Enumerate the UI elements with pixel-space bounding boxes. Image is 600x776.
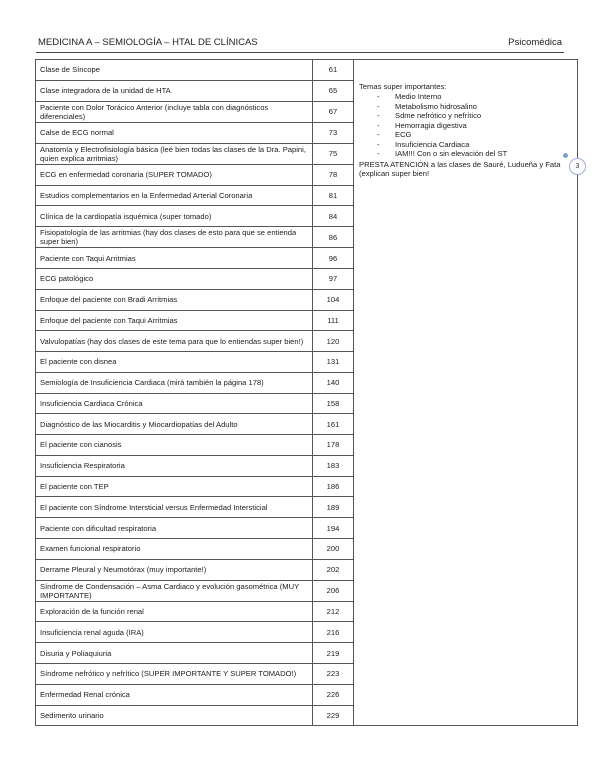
table-row: [36, 60, 578, 81]
topic-page: 97: [313, 269, 354, 290]
topic-page: 96: [313, 248, 354, 269]
notes-title: Temas super importantes:: [359, 82, 447, 91]
topic-page: 61: [313, 60, 354, 81]
topic-title: ECG patológico: [36, 269, 313, 290]
list-item: - Insuficiencia Cardiaca: [373, 140, 572, 149]
header-divider: [36, 52, 564, 53]
topic-page: 229: [313, 705, 354, 726]
table-of-contents: [35, 59, 578, 726]
notes-list: [359, 92, 572, 158]
topic-title: Síndrome de Condensación – Asma Cardiaco y evolución gasométrica (MUY IMPORTANTE): [36, 580, 313, 601]
topic-title: Enfoque del paciente con Bradi Arritmias: [36, 289, 313, 310]
topic-title: Calse de ECG normal: [36, 122, 313, 143]
topic-page: 75: [313, 143, 354, 164]
topic-title: Estudios complementarios en la Enfermedad Arterial Coronaria: [36, 185, 313, 206]
topic-page: 226: [313, 684, 354, 705]
topic-title: Insuficiencia Cardiaca Crónica: [36, 393, 313, 414]
topic-page: 73: [313, 122, 354, 143]
topic-page: 65: [313, 80, 354, 101]
topic-title: Clase integradora de la unidad de HTA: [36, 80, 313, 101]
list-item: - Metabolismo hidrosalino: [373, 102, 572, 111]
topic-page: 178: [313, 435, 354, 456]
topic-page: 194: [313, 518, 354, 539]
topic-title: Paciente con dificultad respiratoria: [36, 518, 313, 539]
topic-page: 223: [313, 664, 354, 685]
header-brand: Psicomédica: [508, 37, 562, 48]
topic-page: 104: [313, 289, 354, 310]
topic-title: Insuficiencia renal aguda (IRA): [36, 622, 313, 643]
topic-title: Fisiopatología de las arritmias (hay dos clases de esto para que se entienda super bien): [36, 227, 313, 248]
topic-page: 206: [313, 580, 354, 601]
list-item: - Sdme nefrótico y nefrítico: [373, 111, 572, 120]
topic-page: 212: [313, 601, 354, 622]
topic-title: El paciente con disnea: [36, 352, 313, 373]
topic-page: 202: [313, 559, 354, 580]
topic-page: 200: [313, 538, 354, 559]
topic-page: 186: [313, 476, 354, 497]
topic-title: El paciente con cianosis: [36, 435, 313, 456]
topic-title: Clase de Síncope: [36, 60, 313, 81]
topic-title: El paciente con TEP: [36, 476, 313, 497]
topic-title: Enfermedad Renal crónica: [36, 684, 313, 705]
topic-title: Disuria y Poliaquiuria: [36, 643, 313, 664]
topic-title: Clínica de la cardiopatía isquémica (super tomado): [36, 206, 313, 227]
topic-page: 84: [313, 206, 354, 227]
topic-title: Valvulopatías (hay dos clases de este tema para que lo entiendas super bien!): [36, 331, 313, 352]
topic-page: 161: [313, 414, 354, 435]
notes-footer: PRESTA ATENCIÓN a las clases de Sauré, Ludueña y Fata (explican super bien!: [359, 159, 561, 179]
topic-page: 140: [313, 372, 354, 393]
comment-anchor-icon: [563, 153, 568, 158]
header-title: MEDICINA A – SEMIOLOGÍA – HTAL DE CLÍNICAS: [38, 37, 258, 48]
topic-page: 131: [313, 352, 354, 373]
topic-page: 216: [313, 622, 354, 643]
list-item: - IAM!!! Con o sin elevación del ST: [373, 149, 572, 158]
list-item: - Medio Interno: [373, 92, 572, 101]
topic-page: 67: [313, 101, 354, 122]
page-number-badge[interactable]: 3: [569, 158, 586, 175]
topic-page: 189: [313, 497, 354, 518]
topic-title: Insuficiencia Respiratoria: [36, 455, 313, 476]
topic-page: 78: [313, 164, 354, 185]
topic-title: Derrame Pleural y Neumotórax (muy importante!): [36, 559, 313, 580]
topic-page: 111: [313, 310, 354, 331]
topic-page: 158: [313, 393, 354, 414]
list-item: - Hemorragia digestiva: [373, 121, 572, 130]
topic-page: 86: [313, 227, 354, 248]
topic-title: Enfoque del paciente con Taqui Arritmias: [36, 310, 313, 331]
topic-title: Anatomía y Electrofisiología básica (leé bien todas las clases de la Dra. Papini, quien explica arritmias): [36, 143, 313, 164]
notes-panel: [354, 60, 578, 726]
topic-title: ECG en enfermedad coronaria (SUPER TOMADO): [36, 164, 313, 185]
topic-title: Síndrome nefrótico y nefrítico (SUPER IMPORTANTE Y SUPER TOMADO!): [36, 664, 313, 685]
topic-title: Examen funcional respiratorio: [36, 538, 313, 559]
page-header: [38, 37, 562, 51]
topic-title: Paciente con Dolor Torácico Anterior (incluye tabla con diagnósticos diferenciales): [36, 101, 313, 122]
topic-title: Sedimento urinario: [36, 705, 313, 726]
topic-page: 120: [313, 331, 354, 352]
topic-title: El paciente con Síndrome Intersticial versus Enfermedad Intersticial: [36, 497, 313, 518]
topic-title: Exploración de la función renal: [36, 601, 313, 622]
topic-title: Paciente con Taqui Arritmias: [36, 248, 313, 269]
topic-title: Semiología de Insuficiencia Cardiaca (mirá también la página 178): [36, 372, 313, 393]
topic-page: 219: [313, 643, 354, 664]
topic-page: 183: [313, 455, 354, 476]
topic-title: Diagnóstico de las Miocarditis y Miocardiopatías del Adulto: [36, 414, 313, 435]
topic-page: 81: [313, 185, 354, 206]
list-item: - ECG: [373, 130, 572, 139]
